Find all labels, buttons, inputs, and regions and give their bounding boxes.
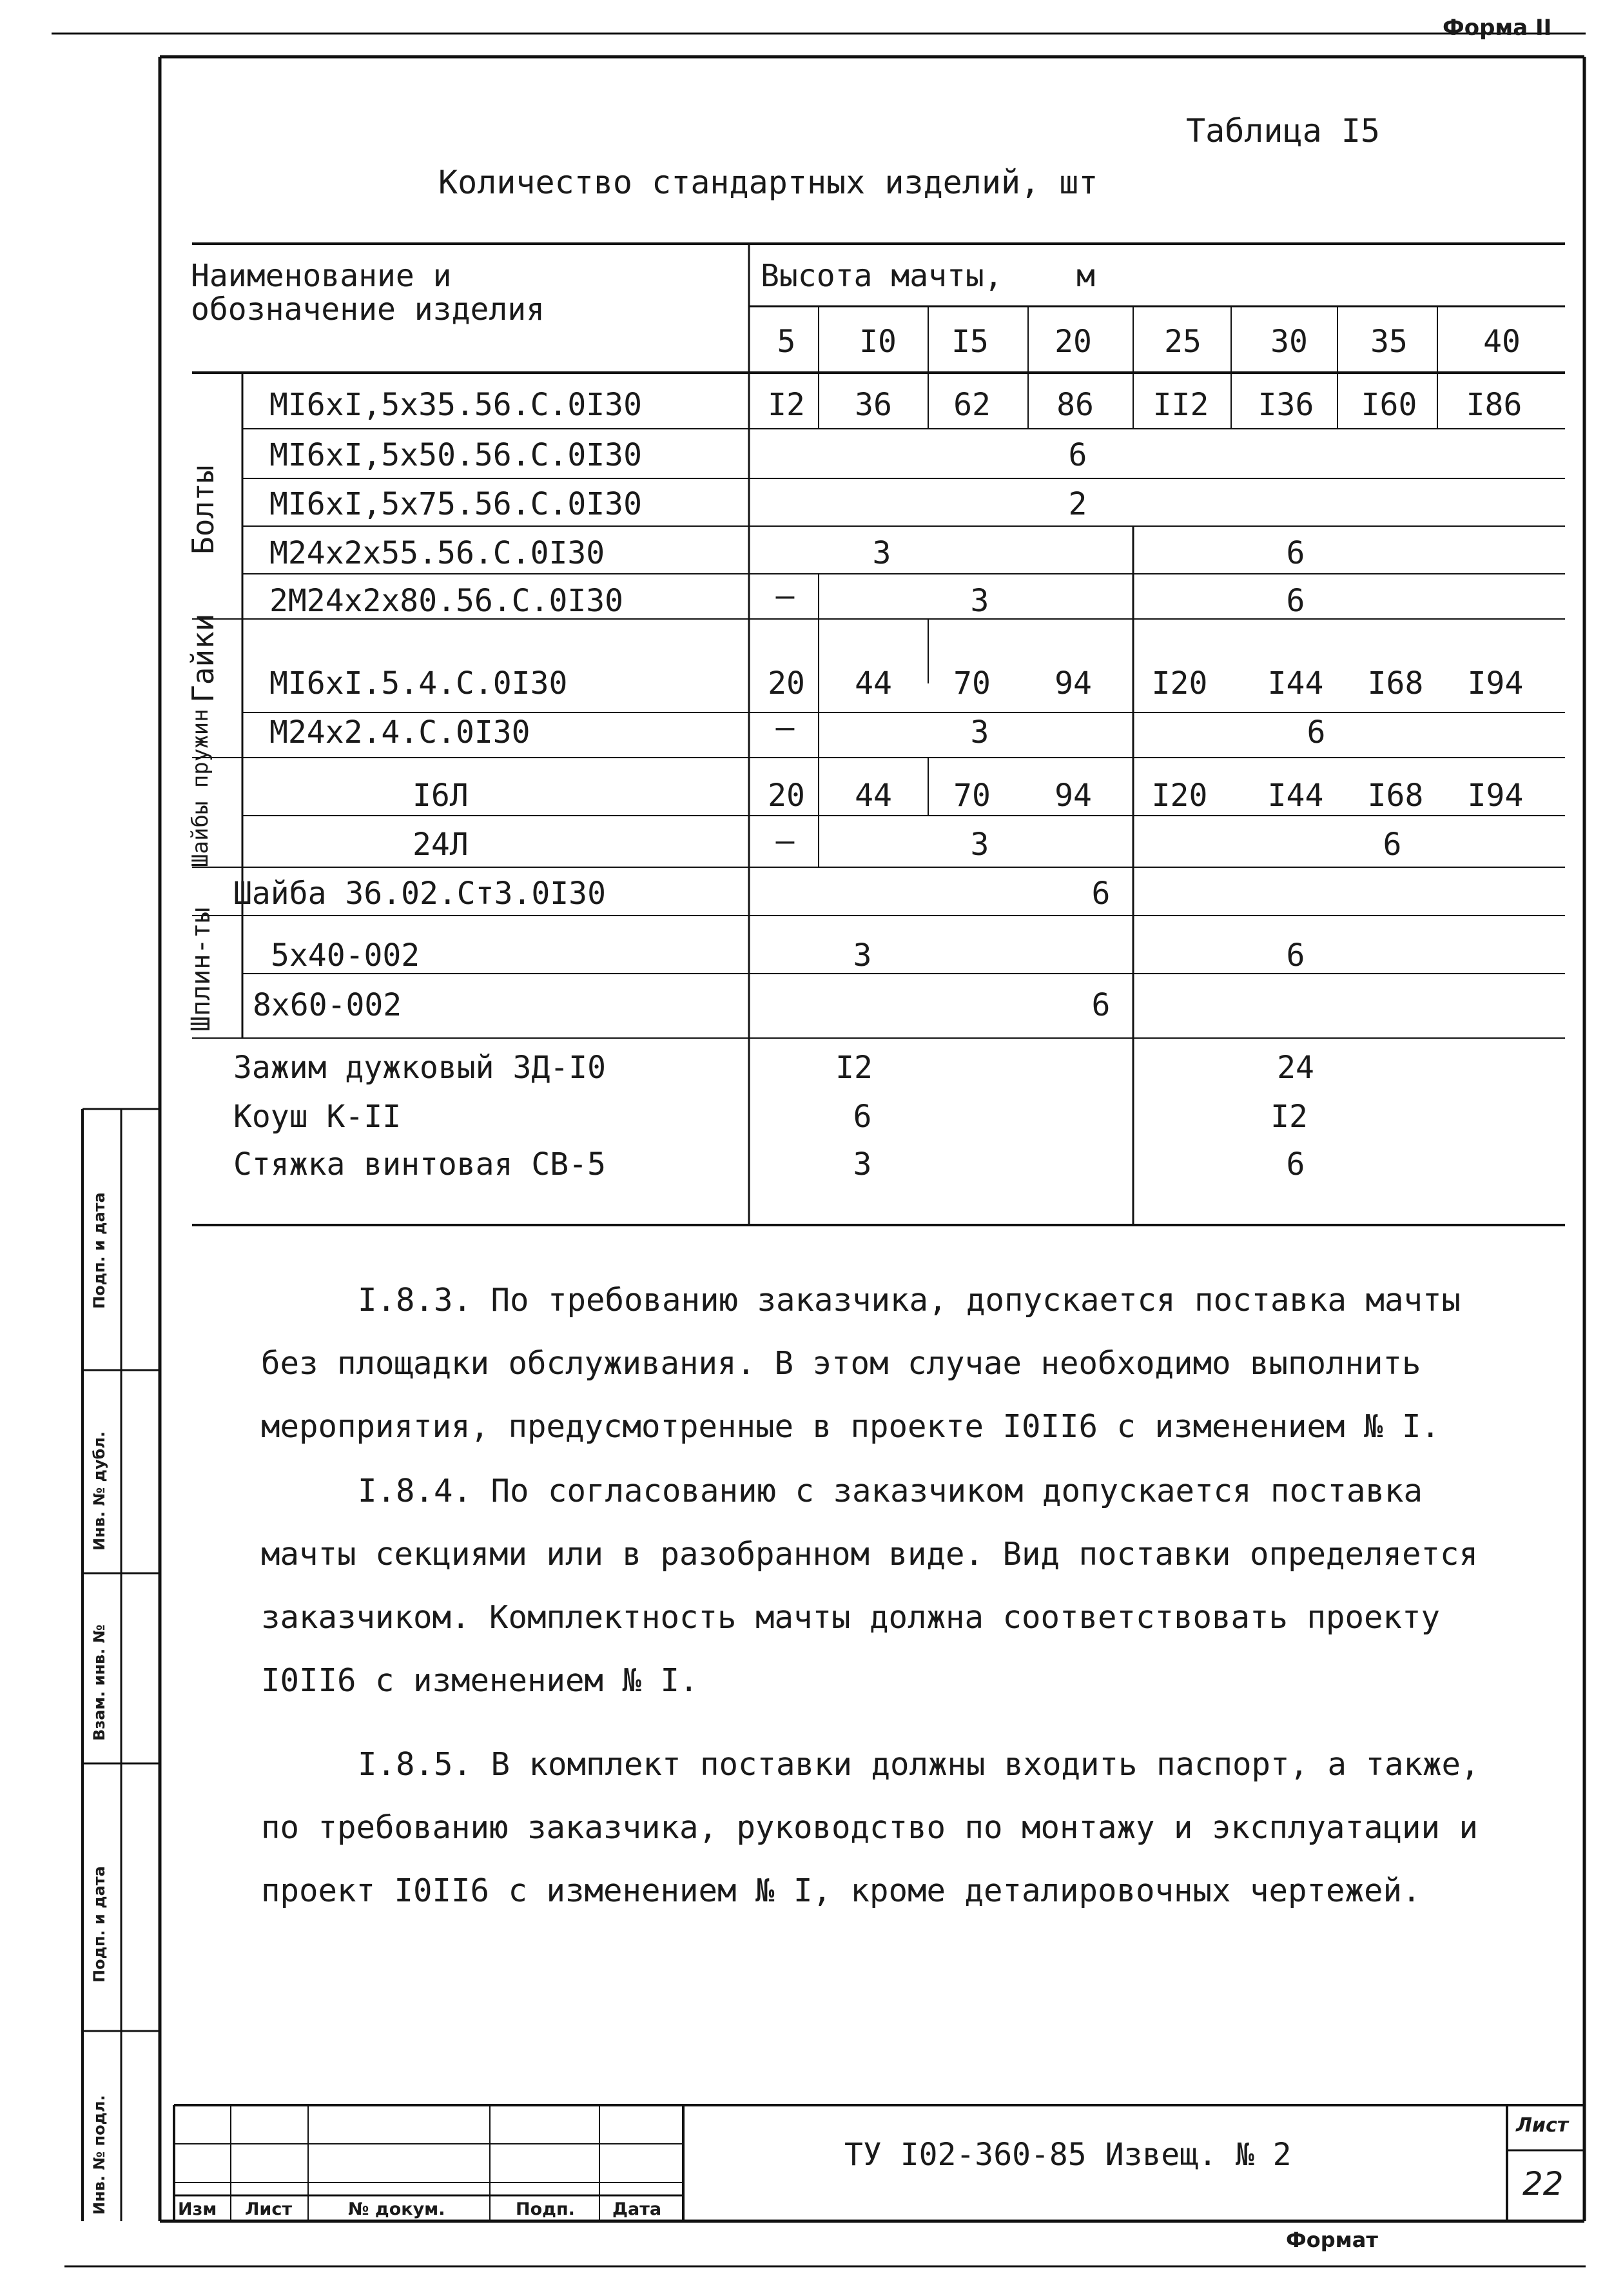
cell: 3 <box>970 827 989 863</box>
cell: 6 <box>1286 583 1305 619</box>
cell: 62 <box>953 387 991 423</box>
cell: I2 <box>768 387 805 423</box>
cell: I68 <box>1367 778 1424 814</box>
format-label: Формат <box>1286 2228 1378 2252</box>
cell: 6 <box>1307 714 1326 751</box>
cell: 86 <box>1056 387 1094 423</box>
group-bolts: Болты <box>186 465 220 554</box>
cell: 6 <box>1286 937 1305 974</box>
stamp-dup-inv: Инв. № дубл. <box>90 1431 108 1551</box>
table-number: Таблица I5 <box>1186 112 1381 150</box>
height-col-30: 30 <box>1270 324 1308 360</box>
cell: I44 <box>1267 665 1324 702</box>
cell: 6 <box>1091 987 1111 1023</box>
sheet-label: Лист <box>1516 2114 1569 2137</box>
name-col-header-1: Наименование и <box>191 258 452 294</box>
cell: II2 <box>1152 387 1209 423</box>
row-name: MI6xI,5x50.56.C.0I30 <box>269 437 642 473</box>
cell: – <box>775 578 795 614</box>
cell: 6 <box>1286 535 1305 571</box>
tb-col-date: Дата <box>612 2199 662 2219</box>
tb-col-change: Изм <box>178 2199 217 2219</box>
height-header: Высота мачты, <box>761 258 1003 294</box>
paragraph-1-line-1: I.8.3. По требованию заказчика, допускается поставка мачты <box>358 1282 1461 1319</box>
group-nuts: Гайки <box>186 613 220 703</box>
cell: 6 <box>1091 876 1111 912</box>
cell: 3 <box>872 535 891 571</box>
row-name: 2M24x2x80.56.C.0I30 <box>269 583 624 619</box>
row-name: MI6xI.5.4.C.0I30 <box>269 665 568 702</box>
cell: – <box>775 823 795 859</box>
height-col-20: 20 <box>1055 324 1092 360</box>
paragraph-3-line-1: I.8.5. В комплект поставки должны входить паспорт, а также, <box>358 1746 1480 1783</box>
paragraph-3-line-3: проект I0II6 с изменением № I, кроме деталировочных чертежей. <box>261 1872 1421 1909</box>
cell: 36 <box>855 387 892 423</box>
row-name: Зажим дужковый ЗД-I0 <box>233 1050 606 1086</box>
row-name: Стяжка винтовая СВ-5 <box>233 1146 606 1182</box>
cell: I94 <box>1467 778 1524 814</box>
row-name: MI6xI,5x35.56.C.0I30 <box>269 387 642 423</box>
height-col-15: I5 <box>951 324 989 360</box>
table-title: Количество стандартных изделий, шт <box>438 164 1098 201</box>
doc-code: ТУ I02-360-85 Извещ. № 2 <box>844 2137 1292 2173</box>
cell: I2 <box>835 1050 873 1086</box>
paragraph-2-line-4: I0II6 с изменением № I. <box>261 1662 699 1699</box>
stamp-sign-date-2: Подп. и дата <box>90 1866 108 1983</box>
height-unit: м <box>1076 258 1095 294</box>
cell: I86 <box>1466 387 1522 423</box>
cell: I44 <box>1267 778 1324 814</box>
row-name: M24x2x55.56.C.0I30 <box>269 535 605 571</box>
cell: 3 <box>970 583 989 619</box>
cell: 20 <box>768 778 805 814</box>
paragraph-2-line-3: заказчиком. Комплектность мачты должна соответствовать проекту <box>261 1599 1441 1636</box>
cell: I20 <box>1151 778 1208 814</box>
paragraph-1-line-3: мероприятия, предусмотренные в проекте I0II6 с изменением № I. <box>261 1408 1441 1445</box>
height-col-5: 5 <box>777 324 796 360</box>
row-name: 24Л <box>413 827 469 863</box>
row-name: MI6xI,5x75.56.C.0I30 <box>269 486 642 522</box>
cell: 6 <box>853 1099 872 1135</box>
paragraph-3-line-2: по требованию заказчика, руководство по монтажу и эксплуатации и <box>261 1809 1479 1846</box>
paragraph-2-line-2: мачты секциями или в разобранном виде. Вид поставки определяется <box>261 1536 1479 1573</box>
cell: I60 <box>1361 387 1417 423</box>
cell: 6 <box>1286 1146 1305 1182</box>
cell: I94 <box>1467 665 1524 702</box>
tb-col-sign: Подп. <box>516 2199 575 2219</box>
name-col-header-2: обозначение изделия <box>191 291 545 328</box>
cell: 44 <box>855 778 892 814</box>
paragraph-2-line-1: I.8.4. По согласованию с заказчиком допускается поставка <box>358 1473 1423 1509</box>
cell: 94 <box>1055 778 1092 814</box>
cell: 70 <box>953 665 991 702</box>
row-name: 5x40-002 <box>271 937 420 974</box>
cell: 70 <box>953 778 991 814</box>
row-name: M24x2.4.C.0I30 <box>269 714 530 751</box>
group-washers: Шайбы пружин <box>188 709 213 867</box>
stamp-sign-date-1: Подп. и дата <box>90 1192 108 1309</box>
cell: 3 <box>853 1146 872 1182</box>
paragraph-1-line-2: без площадки обслуживания. В этом случае необходимо выполнить <box>261 1345 1421 1382</box>
tb-col-sheet: Лист <box>245 2199 292 2219</box>
cell: 20 <box>768 665 805 702</box>
cell: I2 <box>1270 1099 1308 1135</box>
cell: 24 <box>1277 1050 1314 1086</box>
height-col-25: 25 <box>1164 324 1201 360</box>
row-name: 8x60-002 <box>253 987 402 1023</box>
cell: 94 <box>1055 665 1092 702</box>
cell: 3 <box>970 714 989 751</box>
cell: – <box>775 709 795 745</box>
stamp-orig-inv: Инв. № подл. <box>90 2095 108 2215</box>
row-name: Коуш К-II <box>233 1099 402 1135</box>
cell: I68 <box>1367 665 1424 702</box>
stamp-repl-inv: Взам. инв. № <box>90 1624 108 1741</box>
cell: 2 <box>1068 486 1087 522</box>
form-label: Форма II <box>1443 15 1552 41</box>
row-name: Шайба 36.02.Ст3.0I30 <box>233 876 606 912</box>
cell: I20 <box>1151 665 1208 702</box>
row-name: I6Л <box>413 778 469 814</box>
height-col-35: 35 <box>1370 324 1408 360</box>
cell: 6 <box>1383 827 1402 863</box>
sheet-number: 22 <box>1522 2165 1564 2203</box>
height-col-10: I0 <box>859 324 897 360</box>
cell: 6 <box>1068 437 1087 473</box>
height-col-40: 40 <box>1483 324 1521 360</box>
cell: I36 <box>1258 387 1314 423</box>
tb-col-docnum: № докум. <box>348 2199 445 2219</box>
cell: 44 <box>855 665 892 702</box>
cell: 3 <box>853 937 872 974</box>
group-cotter: Шплин-ты <box>186 907 216 1032</box>
